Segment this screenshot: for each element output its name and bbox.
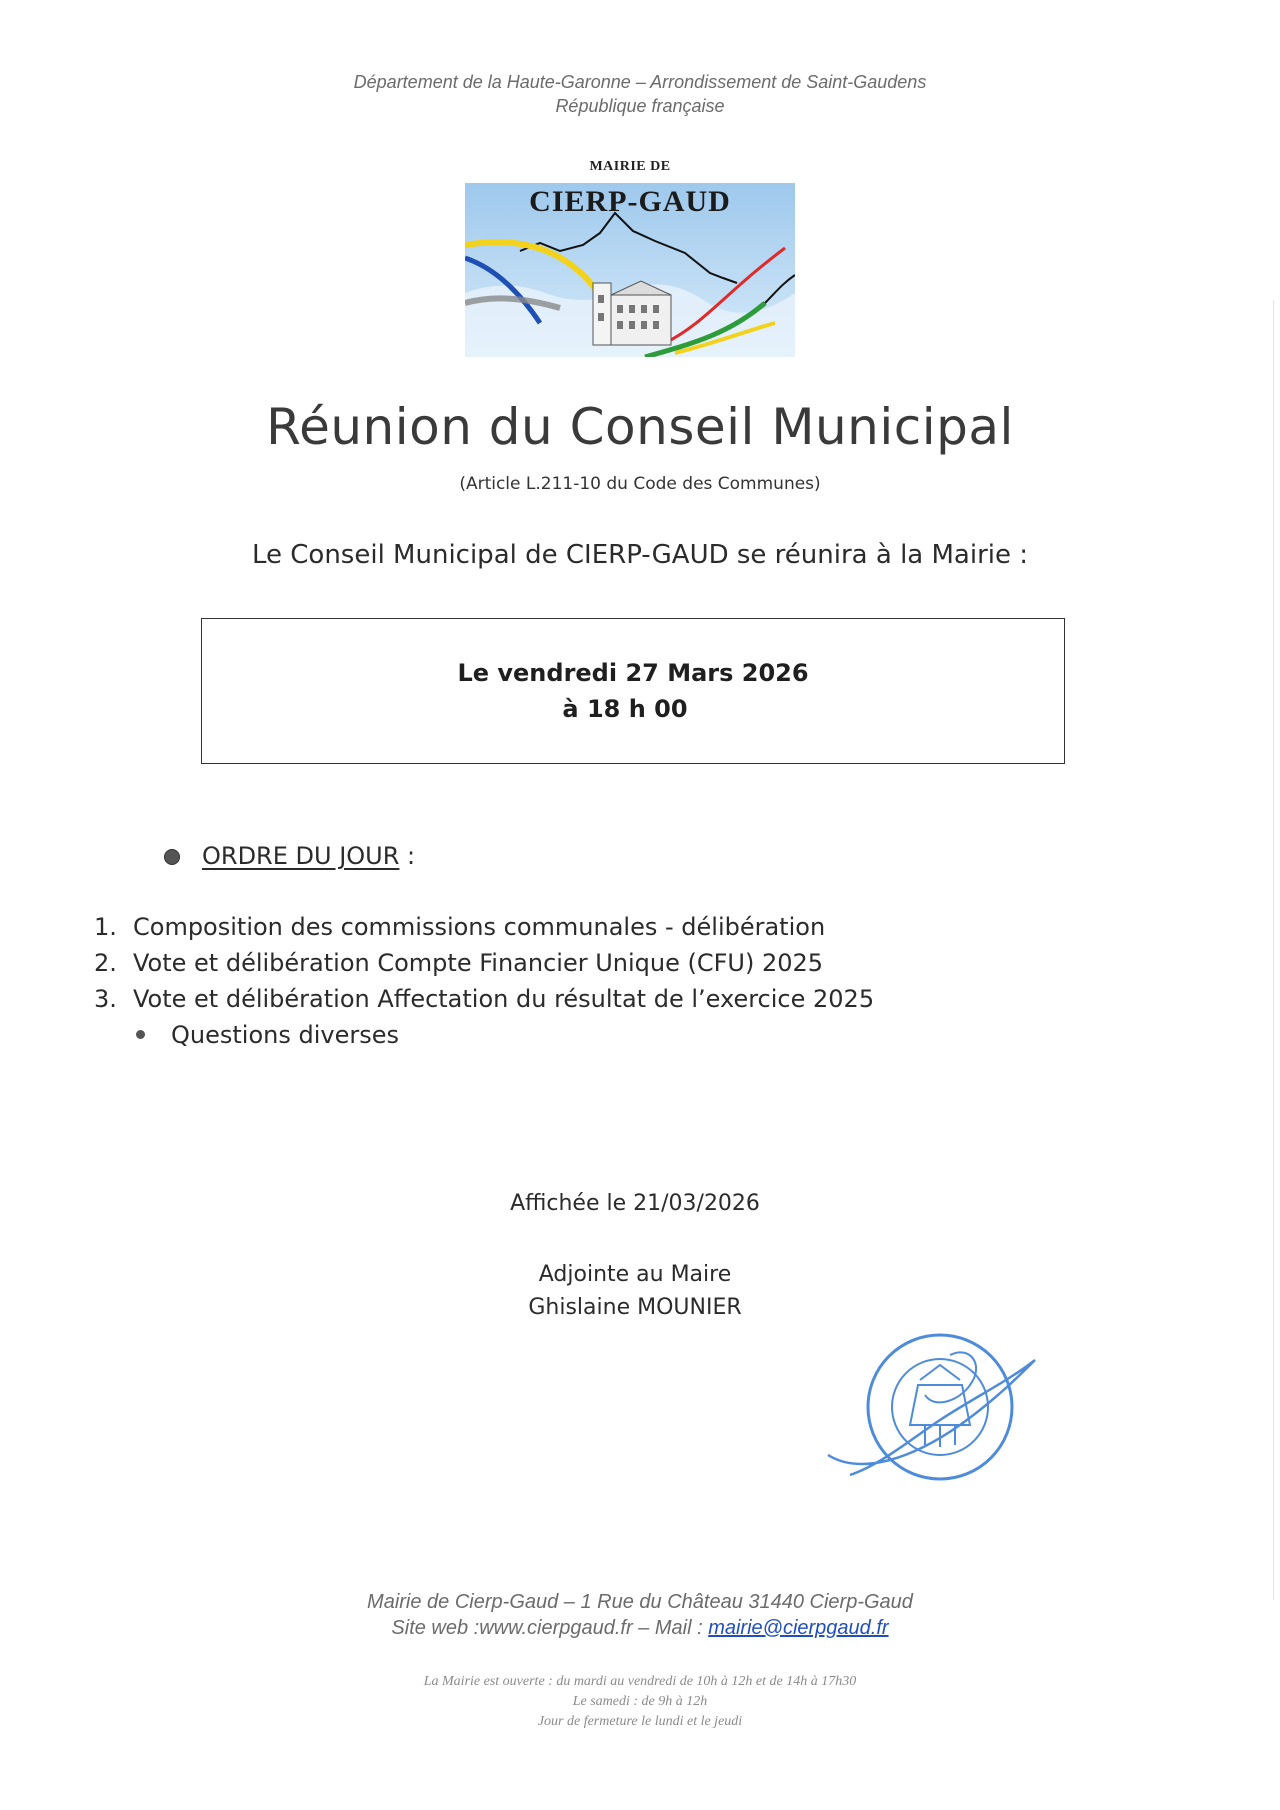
- opening-hours-saturday: Le samedi : de 9h à 12h: [572, 1694, 708, 1709]
- scan-edge-line: [1273, 300, 1274, 1600]
- header-republic: République française: [555, 96, 725, 116]
- agenda-heading-suffix: :: [399, 842, 416, 870]
- meeting-date-box: [201, 618, 1065, 764]
- agenda-item-number: 1.: [94, 913, 117, 941]
- stamp-seal-icon: [820, 1325, 1040, 1495]
- agenda-item-text: Vote et délibération Compte Financier Unique (CFU) 2025: [133, 949, 824, 977]
- opening-hours-weekday: La Mairie est ouverte : du mardi au vendredi de 10h à 12h et de 14h à 17h30: [423, 1674, 857, 1689]
- agenda-item-text: Vote et délibération Affectation du résultat de l’exercice 2025: [133, 985, 875, 1013]
- agenda-item: [94, 913, 874, 949]
- signatory-name: Ghislaine MOUNIER: [528, 1295, 742, 1320]
- logo-caption: MAIRIE DE: [589, 159, 671, 174]
- footer-web: [0, 1617, 1280, 1640]
- legal-reference: (Article L.211-10 du Code des Communes): [459, 474, 821, 494]
- footer-address: Mairie de Cierp-Gaud – 1 Rue du Château 31440 Cierp-Gaud: [367, 1591, 913, 1613]
- bullet-dot-icon: [136, 1030, 145, 1039]
- meeting-date: Le vendredi 27 Mars 2026: [457, 659, 809, 687]
- agenda-item-number: 3.: [94, 985, 117, 1013]
- email-link[interactable]: mairie@cierpgaud.fr: [708, 1617, 889, 1639]
- agenda-item: [94, 949, 874, 985]
- mairie-logo: [465, 183, 795, 357]
- agenda-heading-label: ORDRE DU JOUR: [202, 842, 400, 870]
- signatory-role: Adjointe au Maire: [538, 1262, 732, 1287]
- agenda-misc-item: [136, 1021, 399, 1049]
- posted-date: Affichée le 21/03/2026: [510, 1191, 760, 1216]
- agenda-item-number: 2.: [94, 949, 117, 977]
- page-title: Réunion du Conseil Municipal: [266, 398, 1014, 456]
- intro-text: Le Conseil Municipal de CIERP-GAUD se réunira à la Mairie :: [251, 540, 1029, 570]
- agenda-item-text: Composition des commissions communales - délibération: [133, 913, 826, 941]
- agenda-bullet-icon: [164, 849, 180, 865]
- agenda-item: [94, 985, 874, 1021]
- logo-title: CIERP-GAUD: [529, 185, 731, 218]
- agenda-heading: [202, 842, 415, 870]
- agenda-misc-text: Questions diverses: [171, 1021, 399, 1049]
- official-stamp: [820, 1325, 1040, 1495]
- footer-web-text: Site web :www.cierpgaud.fr – Mail :: [391, 1617, 709, 1639]
- closing-days: Jour de fermeture le lundi et le jeudi: [537, 1714, 743, 1729]
- agenda-list: [94, 913, 874, 1021]
- meeting-time: à 18 h 00: [562, 695, 688, 723]
- header-department: Département de la Haute-Garonne – Arrondissement de Saint-Gaudens: [353, 72, 927, 92]
